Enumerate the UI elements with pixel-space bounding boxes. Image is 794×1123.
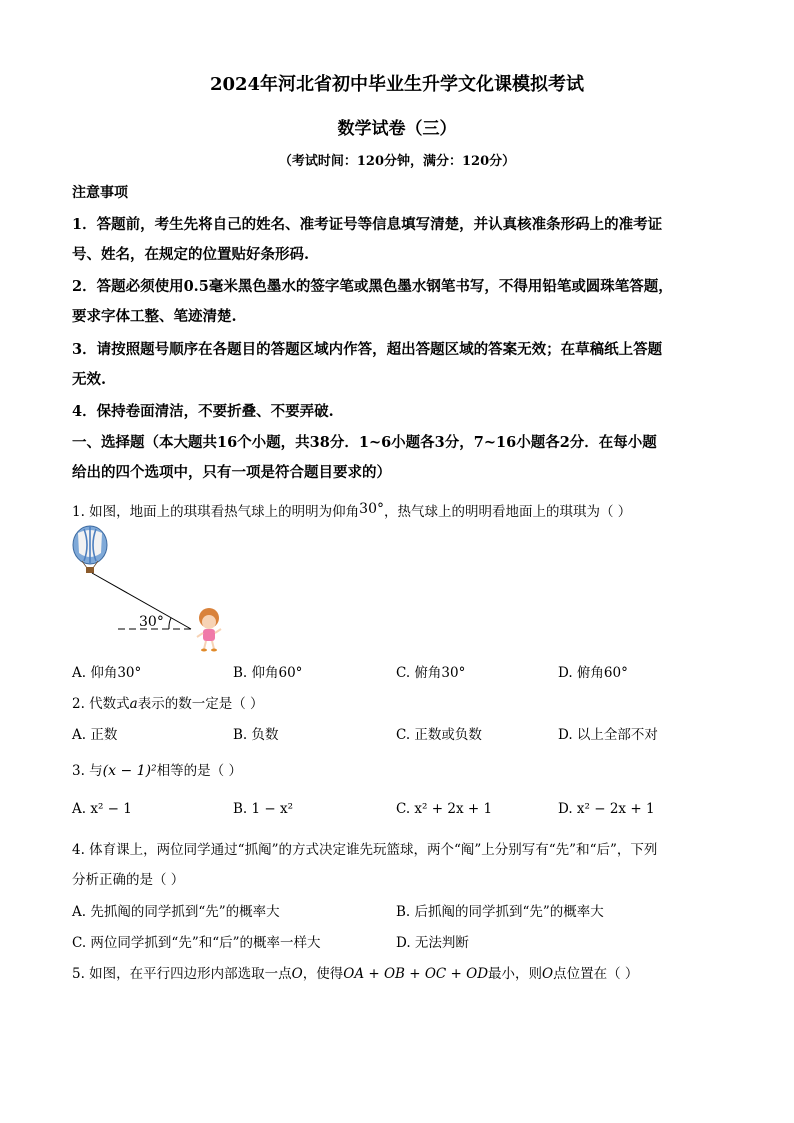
question-5-text-b: ，使得	[302, 966, 344, 982]
question-5-point-o: O	[291, 966, 303, 982]
notice-item-1-line-2: 号、姓名，在规定的位置贴好条形码.	[72, 246, 310, 263]
question-1-text-a: 1. 如图，地面上的琪琪看热气球上的明明为仰角	[72, 504, 360, 520]
question-3-stem	[72, 759, 242, 779]
notice-item-4: 4．保持卷面清洁，不要折叠、不要弄破.	[72, 403, 334, 420]
section-1-line-2: 给出的四个选项中，只有一项是符合题目要求的）	[72, 464, 391, 481]
question-5-text-c: 最小，则	[488, 966, 543, 982]
question-4-option-b: B. 后抓阄的同学抓到“先”的概率大	[396, 904, 604, 920]
question-4-option-d: D. 无法判断	[396, 935, 469, 951]
question-2-stem	[72, 692, 264, 712]
hot-air-balloon-icon	[73, 526, 107, 573]
notice-item-2-line-1: 2．答题必须使用0.5毫米黑色墨水的签字笔或黑色墨水钢笔书写，不得用铅笔或圆珠笔答题，	[72, 278, 673, 295]
girl-icon	[197, 608, 221, 652]
question-1-option-a: A. 仰角30°	[72, 665, 142, 681]
question-1-figure	[70, 525, 240, 655]
question-2-text-b: 表示的数一定是（ ）	[137, 696, 264, 712]
notice-item-3-line-1: 3．请按照题号顺序在各题目的答题区域内作答，超出答题区域的答案无效；在草稿纸上答题	[72, 341, 663, 358]
figure-angle-label: 30°	[139, 614, 164, 630]
exam-title: 2024年河北省初中毕业生升学文化课模拟考试	[209, 74, 585, 95]
question-5-text-d: 点位置在（ ）	[553, 966, 639, 982]
question-4-stem-line-1: 4. 体育课上，两位同学通过“抓阄”的方式决定谁先玩篮球，两个“阄”上分别写有“先”和“后”，下列	[72, 842, 658, 858]
question-3-option-a: A. x² − 1	[72, 801, 132, 817]
question-5-expression: OA + OB + OC + OD	[343, 966, 489, 982]
question-1-angle: 30°	[359, 501, 384, 517]
question-4-option-c: C. 两位同学抓到“先”和“后”的概率一样大	[72, 935, 321, 951]
question-1-option-d: D. 俯角60°	[558, 665, 628, 681]
question-3-option-b: B. 1 − x²	[233, 801, 294, 817]
question-5-stem	[72, 962, 638, 982]
question-2-option-b: B. 负数	[233, 727, 279, 743]
question-3-option-c: C. x² + 2x + 1	[396, 801, 493, 817]
notice-item-3-line-2: 无效.	[72, 371, 107, 388]
question-2-text-a: 2. 代数式	[72, 696, 130, 712]
question-1-option-b: B. 仰角60°	[233, 665, 303, 681]
question-4-option-a: A. 先抓阄的同学抓到“先”的概率大	[72, 904, 280, 920]
notice-item-1-line-1: 1．答题前，考生先将自己的姓名、准考证号等信息填写清楚，并认真核准条形码上的准考证	[72, 216, 663, 233]
question-1-text-b: ，热气球上的明明看地面上的琪琪为（ ）	[384, 504, 632, 520]
question-4-stem-line-2: 分析正确的是（ ）	[72, 872, 185, 888]
question-3-text-b: 相等的是（ ）	[156, 763, 242, 779]
paper-subtitle: 数学试卷（三）	[337, 119, 457, 139]
exam-info: （考试时间：120分钟，满分：120分）	[278, 154, 516, 169]
question-3-option-d: D. x² − 2x + 1	[558, 801, 655, 817]
question-1-stem	[72, 500, 631, 520]
question-5-point-o-2: O	[542, 966, 554, 982]
question-2-variable: a	[129, 696, 138, 712]
angle-arc	[169, 618, 171, 629]
section-1-line-1: 一、选择题（本大题共16个小题，共38分．1~6小题各3分，7~16小题各2分．在每小题	[72, 434, 657, 451]
question-1-option-c: C. 俯角30°	[396, 665, 466, 681]
question-5-text-a: 5. 如图，在平行四边形内部选取一点	[72, 966, 292, 982]
question-3-text-a: 3. 与	[72, 763, 103, 779]
question-2-option-d: D. 以上全部不对	[558, 727, 658, 743]
notice-heading: 注意事项	[72, 185, 128, 201]
question-3-expression: (x − 1)²	[102, 763, 157, 779]
question-2-option-a: A. 正数	[72, 727, 118, 743]
question-2-option-c: C. 正数或负数	[396, 727, 482, 743]
notice-item-2-line-2: 要求字体工整、笔迹清楚.	[72, 308, 237, 325]
